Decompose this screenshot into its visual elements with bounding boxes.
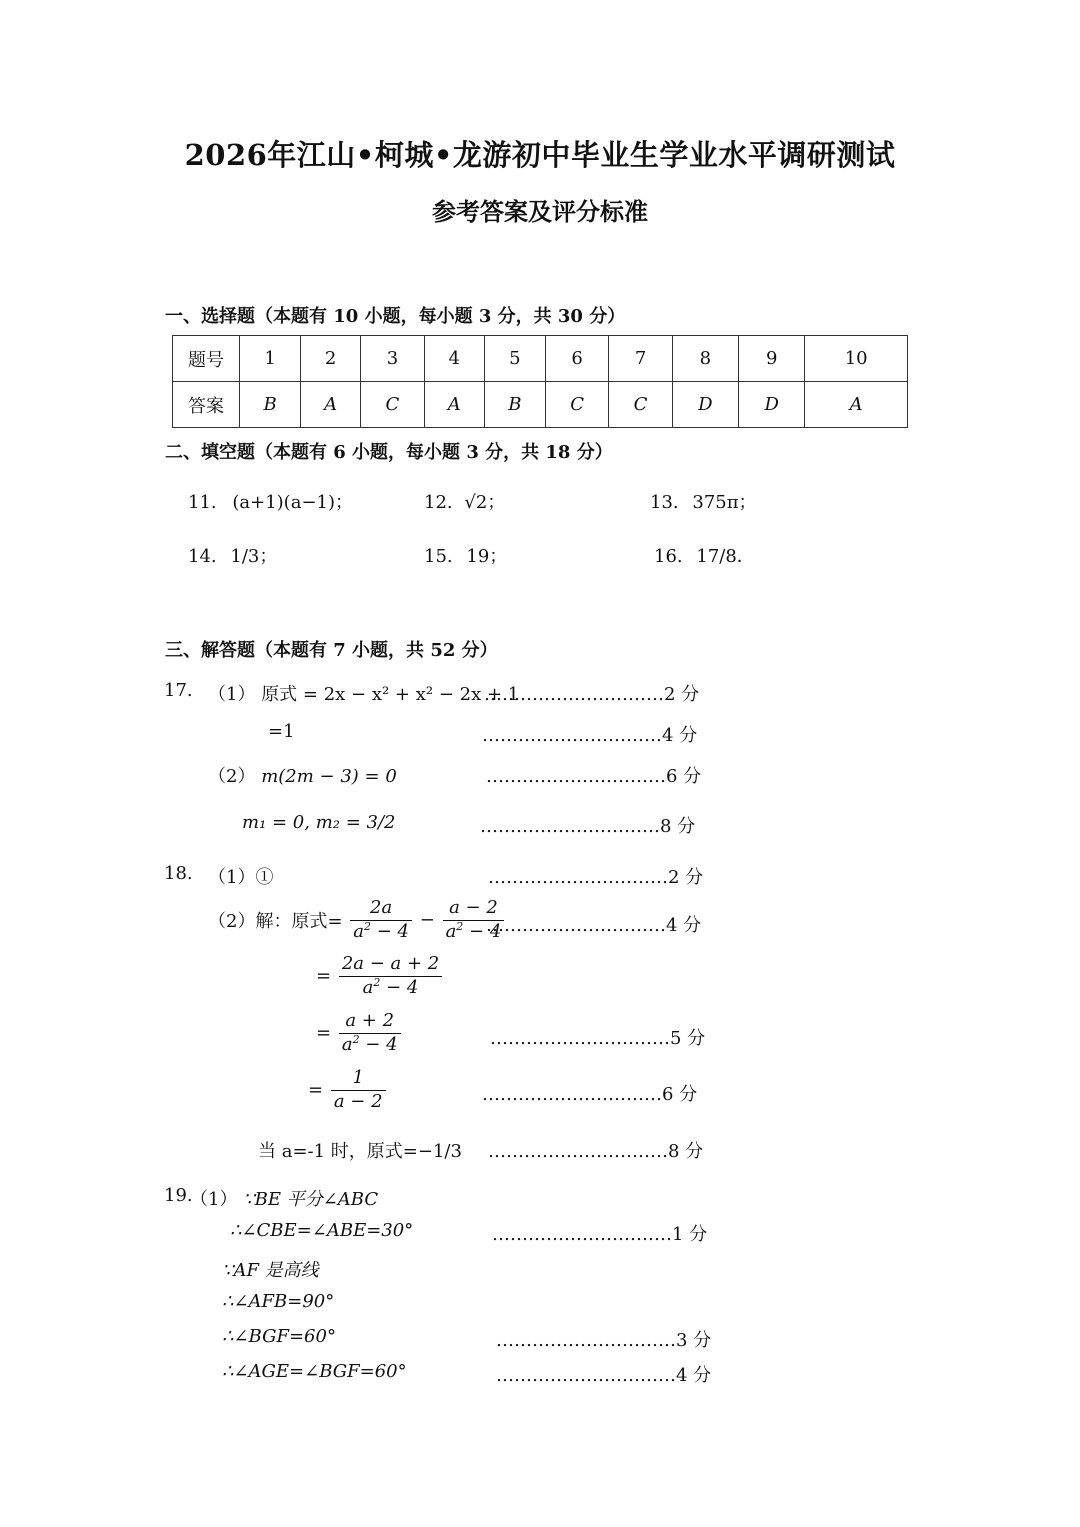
table-cell: 3 <box>361 336 424 382</box>
score-line: …………………………6 分 <box>486 766 702 787</box>
section1-heading: 一、选择题（本题有 10 小题，每小题 3 分，共 30 分） <box>165 306 626 327</box>
q19-part1-label: （1） <box>190 1189 238 1210</box>
table-cell: 4 <box>424 336 484 382</box>
q19-line4: ∴∠AFB=90° <box>222 1291 335 1312</box>
q17-part2-label: （2） <box>208 766 256 787</box>
item-number: 11. <box>188 492 217 513</box>
answer-table <box>172 335 908 428</box>
score-line: …………………………8 分 <box>488 1141 704 1162</box>
table-cell: 9 <box>739 336 805 382</box>
fraction: $\frac{2a - a + 2}{a^2 - 4}$ <box>339 954 442 998</box>
q18-step4: = $\frac{1}{a - 2}$ <box>308 1068 388 1112</box>
q17-part1-label: （1） <box>208 684 256 705</box>
table-cell: A <box>424 382 484 428</box>
table-cell: B <box>484 382 545 428</box>
q19-line6: ∴∠AGE=∠BGF=60° <box>222 1361 407 1382</box>
page-title: 2026年江山•柯城•龙游初中毕业生学业水平调研测试 <box>184 138 896 172</box>
q17-roots: m₁ = 0, m₂ = 3/2 <box>242 812 396 833</box>
q17-line2: =1 <box>268 721 295 742</box>
fraction: $\frac{2a}{a^2 - 4}$ <box>350 898 412 942</box>
table-cell: A <box>805 382 908 428</box>
item-number: 14. <box>188 546 217 567</box>
section3-heading: 三、解答题（本题有 7 小题，共 52 分） <box>165 640 498 661</box>
q19-line5: ∴∠BGF=60° <box>222 1326 336 1347</box>
q19-number: 19. <box>164 1185 193 1206</box>
item-number: 16. <box>654 546 683 567</box>
table-row <box>173 336 908 382</box>
q18-step1: （2）解：原式= $\frac{2a}{a^2 - 4}$ − $\frac{a - 2}{a^2 - 4}$ <box>208 898 506 942</box>
score-line: …………………………4 分 <box>486 915 702 936</box>
item-answer: 1/3； <box>230 546 278 567</box>
score-line: …………………………1 分 <box>492 1224 708 1245</box>
table-cell: D <box>672 382 738 428</box>
fraction: $\frac{a - 2}{a^2 - 4}$ <box>443 898 505 942</box>
table-header-cell: 答案 <box>173 382 240 428</box>
q19-statement: ∵BE 平分∠ABC <box>243 1189 379 1210</box>
table-cell: 6 <box>545 336 608 382</box>
fill-item-16 <box>654 542 755 568</box>
table-cell: 2 <box>301 336 361 382</box>
fill-item-13 <box>650 488 757 514</box>
table-header-cell: 题号 <box>173 336 240 382</box>
table-cell: B <box>240 382 301 428</box>
q19-line2: ∴∠CBE=∠ABE=30° <box>230 1220 414 1241</box>
q18-step3: = $\frac{a + 2}{a^2 - 4}$ <box>316 1011 403 1055</box>
q17-line4 <box>242 812 395 833</box>
q18-part2-label: （2）解：原式= <box>208 911 343 933</box>
score-line: …………………………2 分 <box>488 867 704 888</box>
table-cell: 8 <box>672 336 738 382</box>
score-line: …………………………8 分 <box>480 816 696 837</box>
q17-number: 17. <box>164 680 193 701</box>
q17-equation: m(2m − 3) = 0 <box>261 766 397 787</box>
fraction: $\frac{1}{a - 2}$ <box>331 1068 386 1112</box>
fill-item-11 <box>188 488 353 514</box>
table-cell: 7 <box>609 336 672 382</box>
table-cell: C <box>545 382 608 428</box>
table-cell: D <box>739 382 805 428</box>
table-cell: C <box>609 382 672 428</box>
table-cell: C <box>361 382 424 428</box>
score-line: …………………………2 分 <box>484 684 700 705</box>
fill-item-15 <box>424 542 507 568</box>
item-answer: (a+1)(a−1)； <box>232 492 353 513</box>
score-line: …………………………4 分 <box>496 1365 712 1386</box>
item-answer: 17/8． <box>696 546 755 567</box>
item-answer: √2； <box>464 492 506 513</box>
item-number: 15. <box>424 546 453 567</box>
item-number: 12. <box>424 492 453 513</box>
q18-step2: = $\frac{2a - a + 2}{a^2 - 4}$ <box>316 954 444 998</box>
q17-expression: 原式 = 2x − x² + x² − 2x + 1 <box>261 684 520 705</box>
fill-item-12 <box>424 488 505 514</box>
score-line: …………………………5 分 <box>490 1028 706 1049</box>
item-answer: 19； <box>466 546 508 567</box>
score-line: …………………………3 分 <box>496 1330 712 1351</box>
q18-number: 18. <box>164 863 193 884</box>
fill-item-14 <box>188 542 277 568</box>
table-row <box>173 382 908 428</box>
item-number: 13. <box>650 492 679 513</box>
q18-step5: 当 a=-1 时，原式=−1/3 <box>258 1141 462 1162</box>
table-cell: 1 <box>240 336 301 382</box>
item-answer: 375π； <box>692 492 757 513</box>
table-cell: 5 <box>484 336 545 382</box>
score-line: …………………………4 分 <box>482 725 698 746</box>
q19-line1 <box>190 1185 378 1211</box>
table-cell: A <box>301 382 361 428</box>
q19-line3: ∵AF 是高线 <box>222 1260 319 1281</box>
fraction: $\frac{a + 2}{a^2 - 4}$ <box>339 1011 401 1055</box>
score-line: …………………………6 分 <box>482 1084 698 1105</box>
table-cell: 10 <box>805 336 908 382</box>
q17-line1 <box>208 680 519 706</box>
section2-heading: 二、填空题（本题有 6 小题，每小题 3 分，共 18 分） <box>165 442 613 463</box>
page-subtitle: 参考答案及评分标准 <box>432 197 648 226</box>
q17-line3 <box>208 762 397 788</box>
q18-part1: （1）① <box>208 867 274 888</box>
